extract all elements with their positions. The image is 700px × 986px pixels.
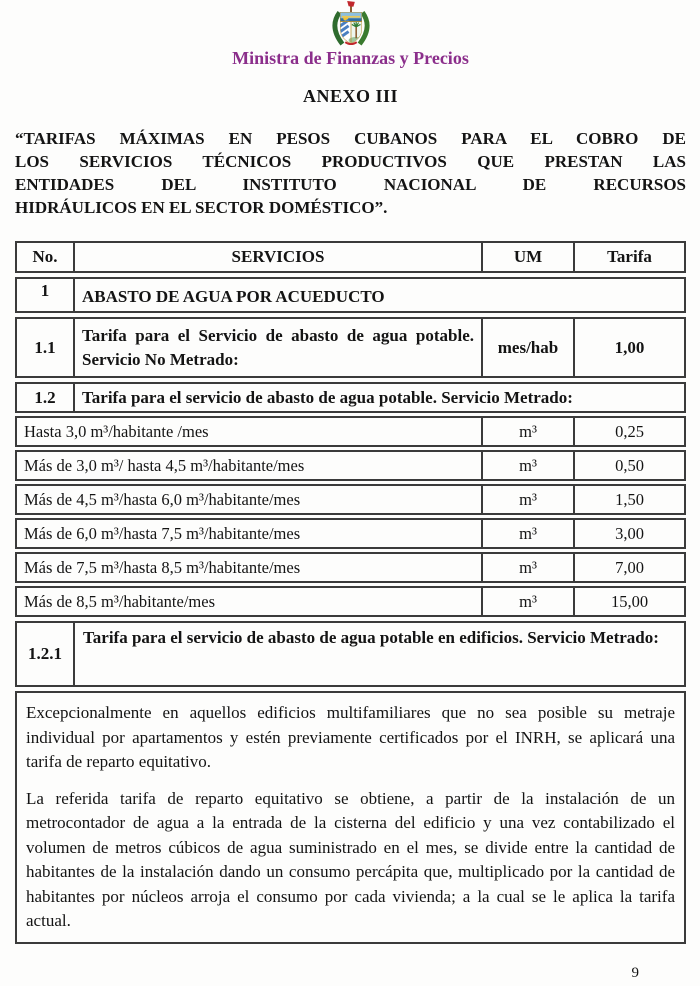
row-no: 1.1: [17, 319, 75, 376]
note-paragraph: Excepcionalmente en aquellos edificios multifamiliares que no sea posible su metraje individual por apartamentos y estén previamente certificados por el INRH, se aplicará una tarifa de reparto equitativo.: [26, 703, 675, 771]
column-header-um: UM: [481, 243, 573, 271]
row-service: ABASTO DE AGUA POR ACUEDUCTO: [82, 287, 385, 306]
cuba-coat-of-arms-icon: [327, 0, 375, 46]
row-um: m³: [481, 486, 573, 513]
note-paragraph: La referida tarifa de reparto equitativo se obtiene, a partir de la instalación de un metrocontador de agua a la entrada de la cisterna del edificio y una vez contabilizado el volumen de metros cúbicos de agua suministrado en el mes, se divide entre la cantidad de habitantes de la instalación dando un consumo percápita que, multiplicado por la cantidad de habitantes por núcleos arroja el consumo por cada vivienda; a la cual se le aplica la tarifa actual.: [26, 788, 675, 930]
table-row: [15, 552, 686, 583]
table-row: [15, 277, 686, 313]
table-row: [15, 518, 686, 549]
tariff-table: [15, 241, 686, 944]
row-service: Tarifa para el servicio de abasto de agua potable en edificios. Servicio Metrado:: [83, 628, 659, 647]
table-row: [15, 621, 686, 687]
row-um: m³: [481, 418, 573, 445]
row-no: 1.2: [17, 384, 75, 411]
row-tarifa: 15,00: [573, 588, 684, 615]
row-tarifa: 7,00: [573, 554, 684, 581]
row-service: Más de 6,0 m³/hasta 7,5 m³/habitante/mes: [24, 523, 301, 543]
document-title-line: LOS SERVICIOS TÉCNICOS PRODUCTIVOS QUE PRESTAN LAS: [15, 152, 686, 171]
row-um: m³: [481, 520, 573, 547]
row-service: Más de 4,5 m³/hasta 6,0 m³/habitante/mes: [24, 489, 301, 509]
letterhead: [15, 0, 686, 46]
row-service: Más de 3,0 m³/ hasta 4,5 m³/habitante/mes: [24, 455, 305, 475]
table-row: [15, 382, 686, 413]
row-tarifa: 0,50: [573, 452, 684, 479]
table-row: [15, 484, 686, 515]
table-row: [15, 586, 686, 617]
document-title-line: ENTIDADES DEL INSTITUTO NACIONAL DE RECURSOS: [15, 175, 686, 194]
row-tarifa: 1,50: [573, 486, 684, 513]
row-service: Hasta 3,0 m³/habitante /mes: [24, 421, 209, 441]
row-service: Tarifa para el servicio de abasto de agua potable. Servicio Metrado:: [82, 387, 573, 407]
table-row: [15, 416, 686, 447]
document-title-line: HIDRÁULICOS EN EL SECTOR DOMÉSTICO”.: [15, 198, 388, 217]
row-um: m³: [481, 554, 573, 581]
column-header-servicios: SERVICIOS: [231, 247, 325, 266]
table-notes-block: [15, 691, 686, 944]
document-title: [15, 127, 686, 219]
row-service: Más de 7,5 m³/hasta 8,5 m³/habitante/mes: [24, 557, 301, 577]
row-um: m³: [481, 452, 573, 479]
column-header-tarifa: Tarifa: [573, 243, 684, 271]
annex-title: ANEXO III: [302, 86, 399, 106]
page-number: 9: [631, 964, 639, 981]
column-header-no: No.: [17, 243, 75, 271]
row-tarifa: 1,00: [573, 319, 684, 376]
row-no: 1: [17, 279, 75, 311]
row-no: 1.2.1: [17, 623, 75, 685]
row-service: Tarifa para el Servicio de abasto de agua potable. Servicio No Metrado:: [82, 325, 474, 369]
row-tarifa: 0,25: [573, 418, 684, 445]
ministry-name: Ministra de Finanzas y Precios: [232, 48, 469, 68]
row-um: m³: [481, 588, 573, 615]
row-um: mes/hab: [481, 319, 573, 376]
row-tarifa: 3,00: [573, 520, 684, 547]
row-service: Más de 8,5 m³/habitante/mes: [24, 591, 215, 611]
document-title-line: “TARIFAS MÁXIMAS EN PESOS CUBANOS PARA EL COBRO DE: [15, 129, 686, 148]
table-row: [15, 450, 686, 481]
table-header-row: [15, 241, 686, 273]
table-row: [15, 317, 686, 378]
